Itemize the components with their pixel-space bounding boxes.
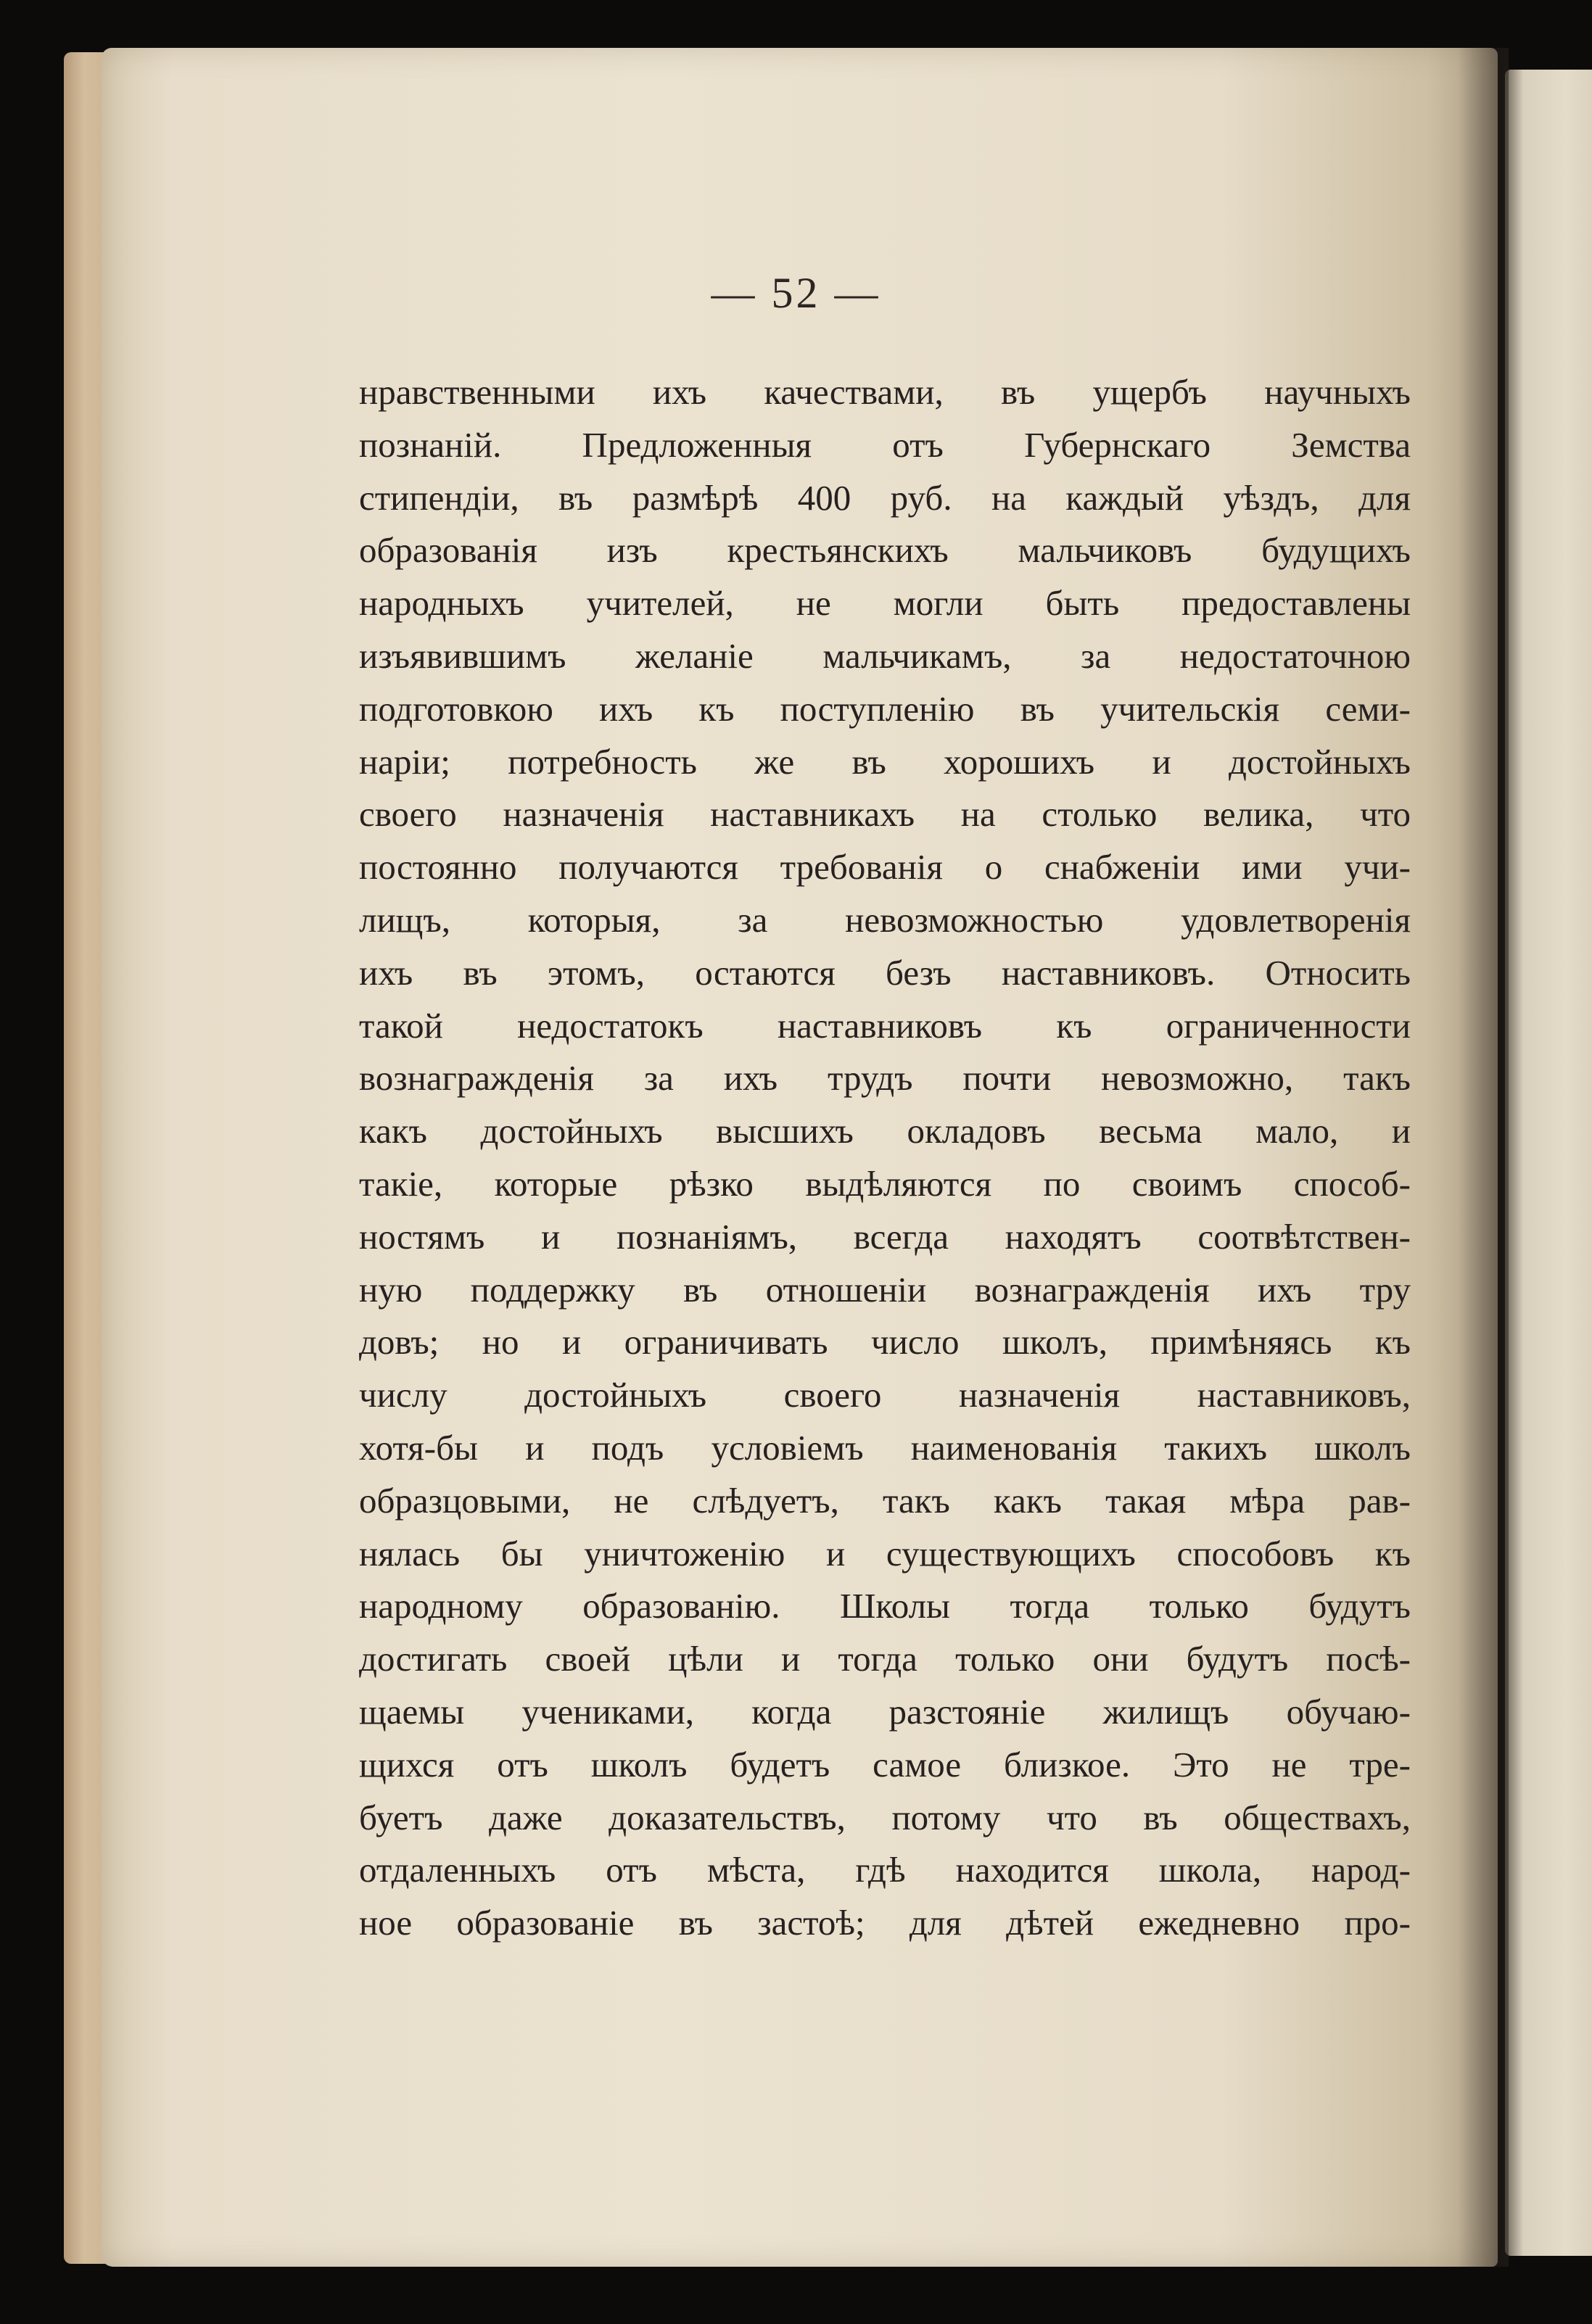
text-line: отдаленныхъ отъ мѣста, гдѣ находится школа, народ- <box>359 1850 1411 1890</box>
page-number: — 52 — <box>711 269 881 317</box>
text-line: своего назначенія наставникахъ на столько велика, что <box>359 794 1411 835</box>
facing-page-edge <box>1505 70 1592 2256</box>
text-line: такіе, которые рѣзко выдѣляются по своимъ способ- <box>359 1163 1411 1204</box>
text-line: образованія изъ крестьянскихъ мальчиковъ будущихъ <box>359 530 1411 571</box>
text-line: изъявившимъ желаніе мальчикамъ, за недостаточною <box>359 635 1411 676</box>
gutter-shadow <box>1458 48 1509 2267</box>
text-line: ное образованіе въ застоѣ; для дѣтей ежедневно про- <box>359 1903 1411 1943</box>
text-line: такой недостатокъ наставниковъ къ ограниченности <box>359 1005 1411 1046</box>
text-line: нравственными ихъ качествами, въ ущербъ научныхъ <box>359 372 1411 412</box>
text-line: лищъ, которыя, за невозможностью удовлетворенія <box>359 899 1411 940</box>
text-line: народныхъ учителей, не могли быть предоставлены <box>359 583 1411 624</box>
text-line: нялась бы уничтоженію и существующихъ способовъ къ <box>359 1533 1411 1574</box>
text-line: достигать своей цѣли и тогда только они будутъ посѣ- <box>359 1639 1411 1679</box>
text-line: ихъ въ этомъ, остаются безъ наставниковъ. Относить <box>359 952 1411 993</box>
text-line: ностямъ и познаніямъ, всегда находятъ соотвѣтствен- <box>359 1216 1411 1257</box>
text-line: постоянно получаются требованія о снабженіи ими учи- <box>359 847 1411 888</box>
text-line: какъ достойныхъ высшихъ окладовъ весьма мало, и <box>359 1111 1411 1151</box>
text-line: ную поддержку въ отношеніи вознагражденія ихъ тру <box>359 1269 1411 1310</box>
text-line: образцовыми, не слѣдуетъ, такъ какъ такая мѣра рав- <box>359 1480 1411 1521</box>
text-line: стипендіи, въ размѣрѣ 400 руб. на каждый уѣздъ, для <box>359 477 1411 518</box>
text-line: вознагражденія за ихъ трудъ почти невозможно, такъ <box>359 1058 1411 1099</box>
text-line: наріи; потребность же въ хорошихъ и достойныхъ <box>359 741 1411 782</box>
text-line: буетъ даже доказательствъ, потому что въ обществахъ, <box>359 1797 1411 1837</box>
text-line: познаній. Предложенныя отъ Губернскаго Земства <box>359 424 1411 465</box>
text-line: подготовкою ихъ къ поступленію въ учительскія семи- <box>359 688 1411 729</box>
text-line: щаемы учениками, когда разстояніе жилищъ обучаю- <box>359 1691 1411 1732</box>
text-line: хотя-бы и подъ условіемъ наименованія такихъ школъ <box>359 1427 1411 1468</box>
text-line: довъ; но и ограничивать число школъ, примѣняясь къ <box>359 1322 1411 1362</box>
body-text <box>359 366 1411 1950</box>
text-line: числу достойныхъ своего назначенія наставниковъ, <box>359 1375 1411 1415</box>
text-line: щихся отъ школъ будетъ самое близкое. Это не тре- <box>359 1744 1411 1785</box>
text-line: народному образованію. Школы тогда только будутъ <box>359 1586 1411 1626</box>
